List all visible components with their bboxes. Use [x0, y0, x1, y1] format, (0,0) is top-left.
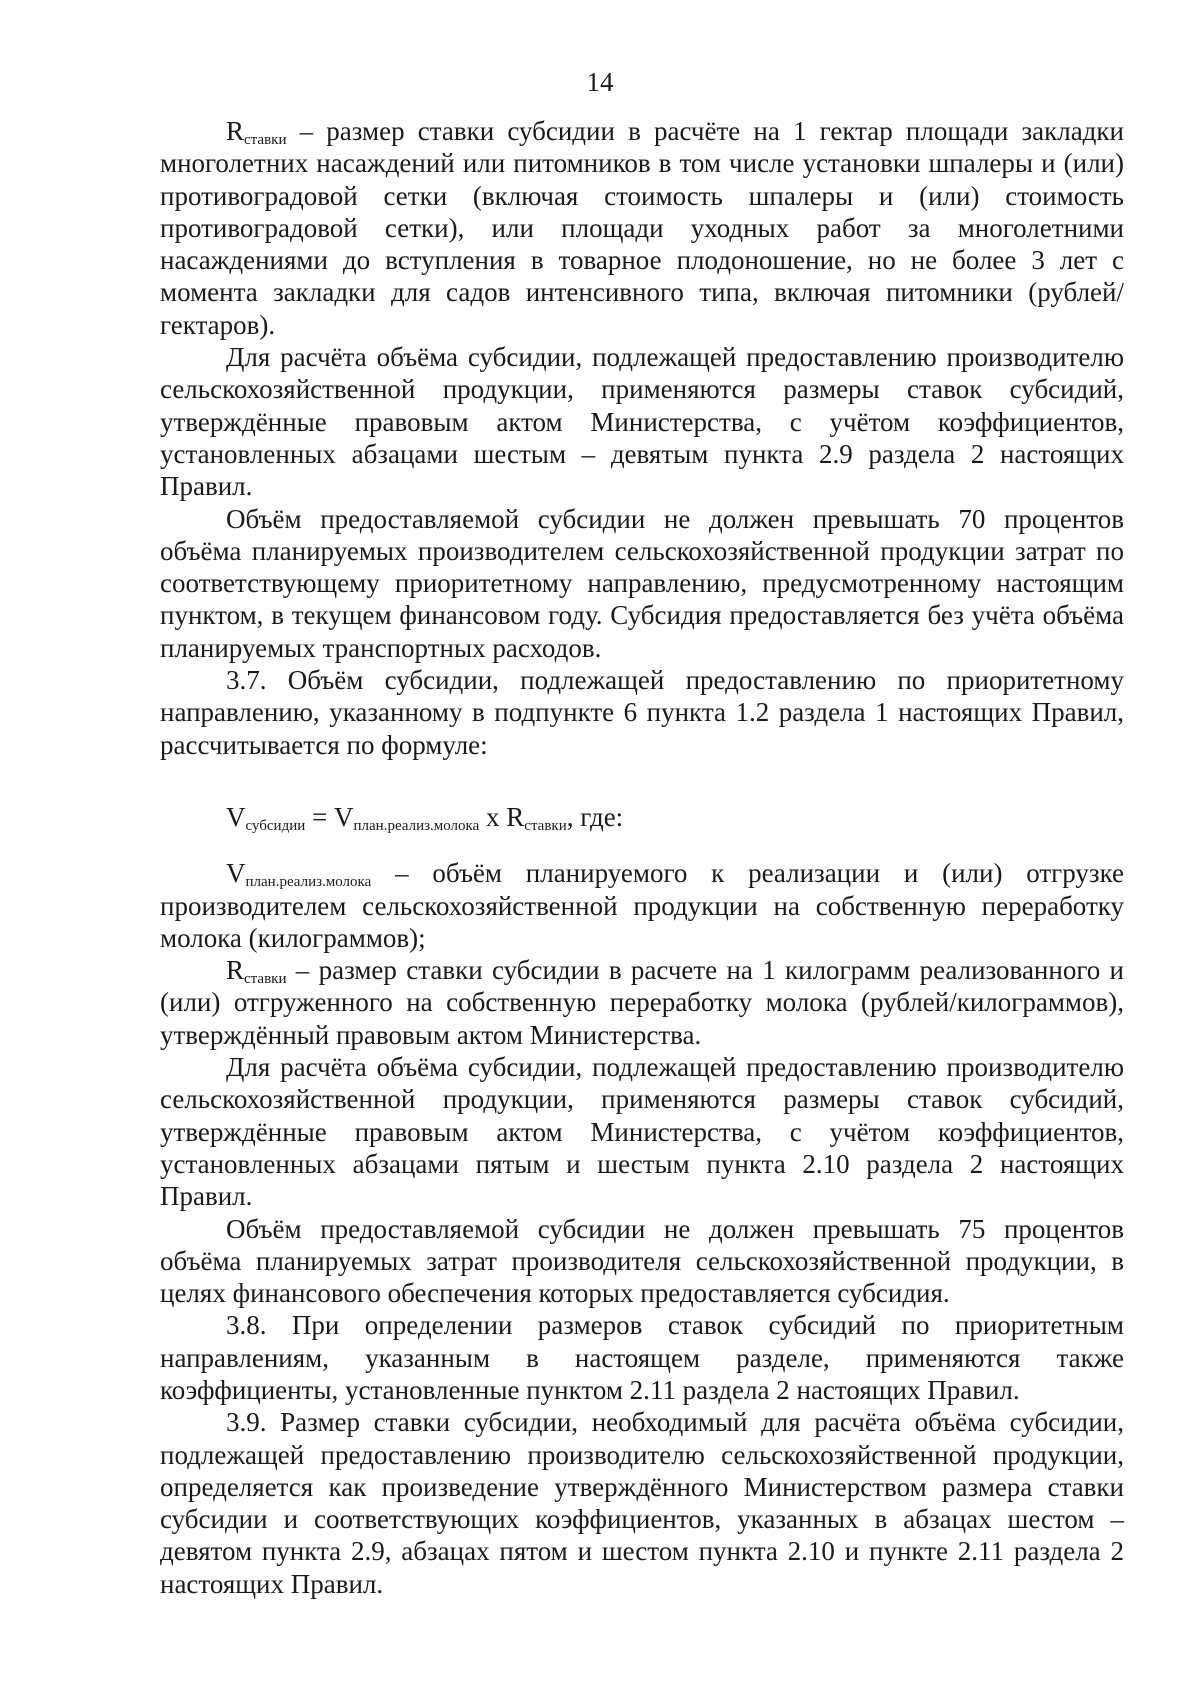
formula-v: V	[226, 801, 246, 832]
subscript-stavki: ставки	[244, 132, 287, 148]
document-body	[160, 115, 1124, 1600]
paragraph-3-9: 3.9. Размер ставки субсидии, необходимый для расчёта объёма субсидии, подлежащей предоставлению производителю сельскохозяйственной продукции, определяется как произведение утверждённого Министерством размера ставки субсидии и соответствующих коэффициентов, указанных в абзацах шестом – девятом пункта 2.9, абзацах пятом и шестом пункта 2.10 и пункте 2.11 раздела 2 настоящих Правил.	[160, 1407, 1124, 1599]
formula-v-plan: V	[334, 801, 354, 832]
page-number: 14	[586, 67, 614, 97]
paragraph-3-8: 3.8. При определении размеров ставок субсидий по приоритетным направлениям, указанным в настоящем разделе, применяются также коэффициенты, установленные пунктом 2.11 раздела 2 настоящих Правил.	[160, 1310, 1124, 1405]
paragraph-rates-coefficients-2-10: Для расчёта объёма субсидии, подлежащей предоставлению производителю сельскохозяйственной продукции, применяются размеры ставок субсидий, утверждённые правовым актом Министерства, с учётом коэффициентов, установленных абзацами пятым и шестым пункта 2.10 раздела 2 настоящих Правил.	[160, 1052, 1124, 1212]
paragraph-limit-75-percent: Объём предоставляемой субсидии не должен превышать 75 процентов объёма планируемых затрат производителя сельскохозяйственной продукции, в целях финансового обеспечения которых предоставляется субсидия.	[160, 1213, 1124, 1309]
paragraph-text: – объём планируемого к реализации и (или) отгрузке производителем сельскохозяйственной продукции на собственную переработку молока (килограммов);	[160, 858, 1124, 953]
formula-tail: , где:	[566, 801, 624, 832]
paragraph-r-stavki-kilogram	[160, 954, 1124, 1051]
formula-subscript-plan-realiz: план.реализ.молока	[353, 817, 480, 834]
paragraph-v-plan-definition	[160, 857, 1124, 954]
formula-subscript-stavki: ставки	[524, 817, 567, 834]
formula-subsidy-volume	[160, 801, 1124, 833]
paragraph-limit-70-percent: Объём предоставляемой субсидии не должен превышать 70 процентов объёма планируемых производителем сельскохозяйственной продукции затрат по соответствующему приоритетному направлению, предусмотренному настоящим пунктом, в текущем финансовом году. Субсидия предоставляется без учёта объёма планируемых транспортных расходов.	[160, 503, 1124, 663]
subscript-plan-realiz: план.реализ.молока	[245, 874, 372, 891]
symbol-r: R	[226, 116, 245, 146]
formula-equals: =	[305, 801, 334, 832]
paragraph-rates-coefficients: Для расчёта объёма субсидии, подлежащей предоставлению производителю сельскохозяйственной продукции, применяются размеры ставок субсидий, утверждённые правовым актом Министерства, с учётом коэффициентов, установленных абзацами шестым – девятым пункта 2.9 раздела 2 настоящих Правил.	[160, 342, 1124, 502]
symbol-r: R	[226, 955, 245, 986]
formula-subscript-subsidii: субсидии	[245, 817, 306, 834]
subscript-stavki: ставки	[244, 971, 287, 988]
paragraph-text: – размер ставки субсидии в расчёте на 1 гектар площади закладки многолетних насаждений или питомников в том числе установки шпалеры и (или) противоградовой сетки (включая стоимость шпалеры и (или) стоимость противоградовой сетки), или площади уходных работ за многолетними насаждениями до вступления в товарное плодоношение, но не более 3 лет с момента закладки для садов интенсивного типа, включая питомники (рублей/гектаров).	[160, 116, 1124, 340]
formula-times: x	[479, 801, 507, 832]
paragraph-text: – размер ставки субсидии в расчете на 1 килограмм реализованного и (или) отгруженного на собственную переработку молока (рублей/килограммов), утверждённый правовым актом Министерства.	[160, 955, 1124, 1050]
paragraph-r-stavki-hectare	[160, 115, 1124, 341]
symbol-v: V	[226, 858, 246, 889]
paragraph-3-7: 3.7. Объём субсидии, подлежащей предоставлению по приоритетному направлению, указанному в подпункте 6 пункта 1.2 раздела 1 настоящих Правил, рассчитывается по формуле:	[160, 665, 1124, 760]
formula-r: R	[506, 801, 525, 832]
